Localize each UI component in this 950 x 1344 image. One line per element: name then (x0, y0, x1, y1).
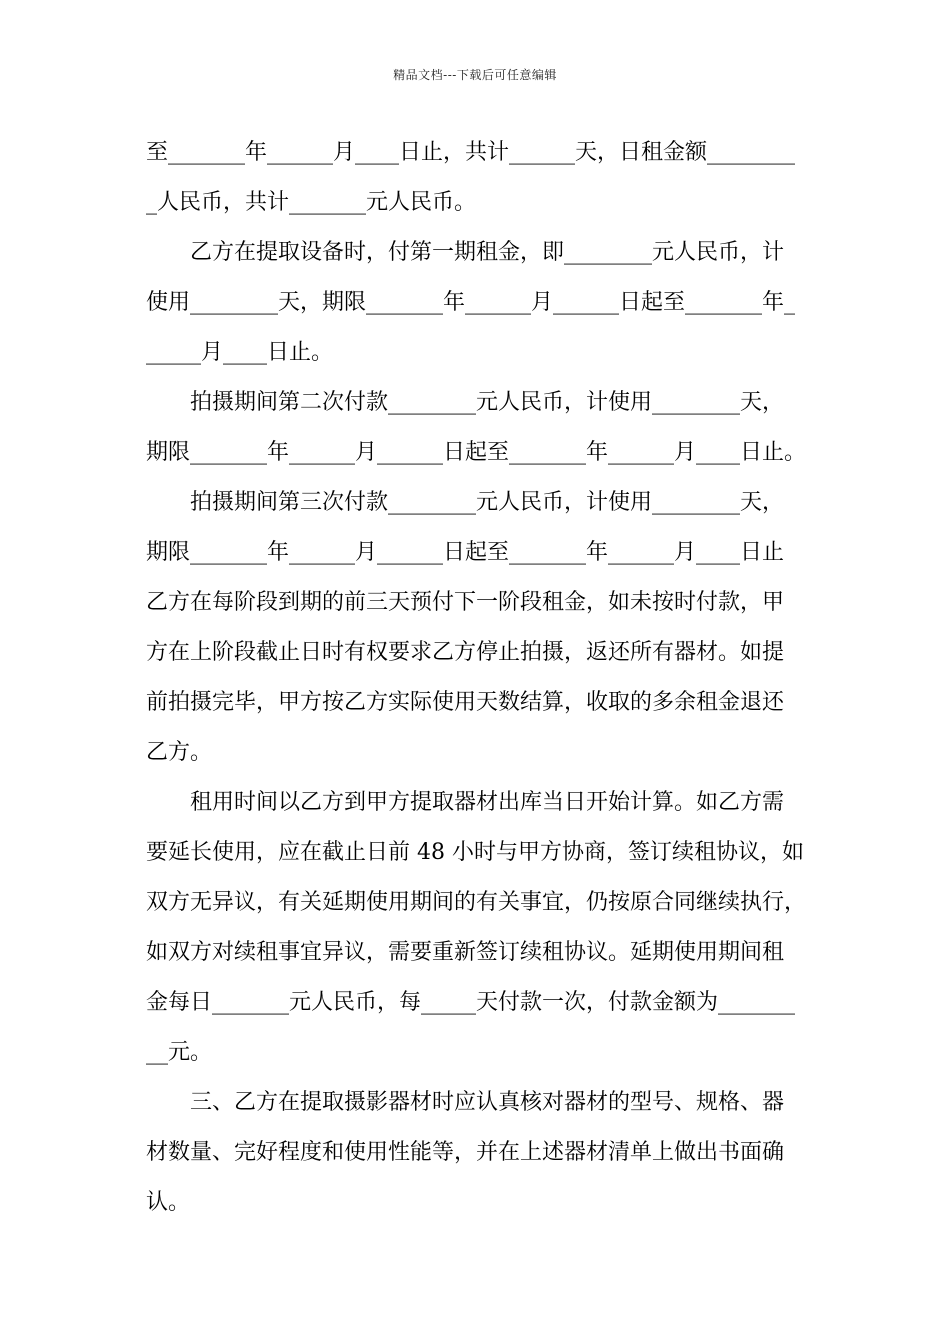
text-line: 使用________天，期限_______年______月______日起至_______年_ (146, 290, 796, 315)
page-header: 精品文档---下载后可任意编辑 (393, 68, 557, 82)
text-line: 至_______年______月____日止，共计______天，日租金额________ (146, 140, 796, 165)
text-line: _人民币，共计_______元人民币。 (146, 190, 477, 215)
text-line: 如双方对续租事宜异议，需要重新签订续租协议。延期使用期间租 (146, 940, 785, 965)
text-line: 乙方在提取设备时，付第一期租金，即________元人民币，计 (190, 240, 785, 265)
text-line: 认。 (146, 1190, 191, 1215)
text-line: _____月____日止。 (146, 340, 334, 365)
text-line: 方在上阶段截止日时有权要求乙方停止拍摄，返还所有器材。如提 (146, 640, 785, 665)
text-line: 要延长使用，应在截止日前 48 小时与甲方协商，签订续租协议，如 (146, 840, 804, 865)
text-line: 期限_______年______月______日起至_______年______月____日止 (146, 540, 785, 565)
contract-body (146, 128, 806, 1228)
text-line: 期限_______年______月______日起至_______年______月____日止。 (146, 440, 807, 465)
text-line: 材数量、完好程度和使用性能等，并在上述器材清单上做出书面确 (146, 1140, 785, 1165)
text-line: 双方无异议，有关延期使用期间的有关事宜，仍按原合同继续执行， (146, 890, 807, 915)
text-line: 金每日_______元人民币，每_____天付款一次，付款金额为_______ (146, 990, 796, 1015)
text-line: 拍摄期间第三次付款________元人民币，计使用________天， (190, 490, 785, 515)
text-line: 乙方在每阶段到期的前三天预付下一阶段租金，如未按时付款，甲 (146, 590, 785, 615)
text-line: 租用时间以乙方到甲方提取器材出库当日开始计算。如乙方需 (190, 790, 785, 815)
text-line: __元。 (146, 1040, 213, 1065)
text-line: 前拍摄完毕，甲方按乙方实际使用天数结算，收取的多余租金退还 (146, 690, 785, 715)
text-line: 乙方。 (146, 740, 213, 765)
text-line: 拍摄期间第二次付款________元人民币，计使用________天， (190, 390, 785, 415)
text-line: 三、乙方在提取摄影器材时应认真核对器材的型号、规格、器 (190, 1090, 785, 1115)
